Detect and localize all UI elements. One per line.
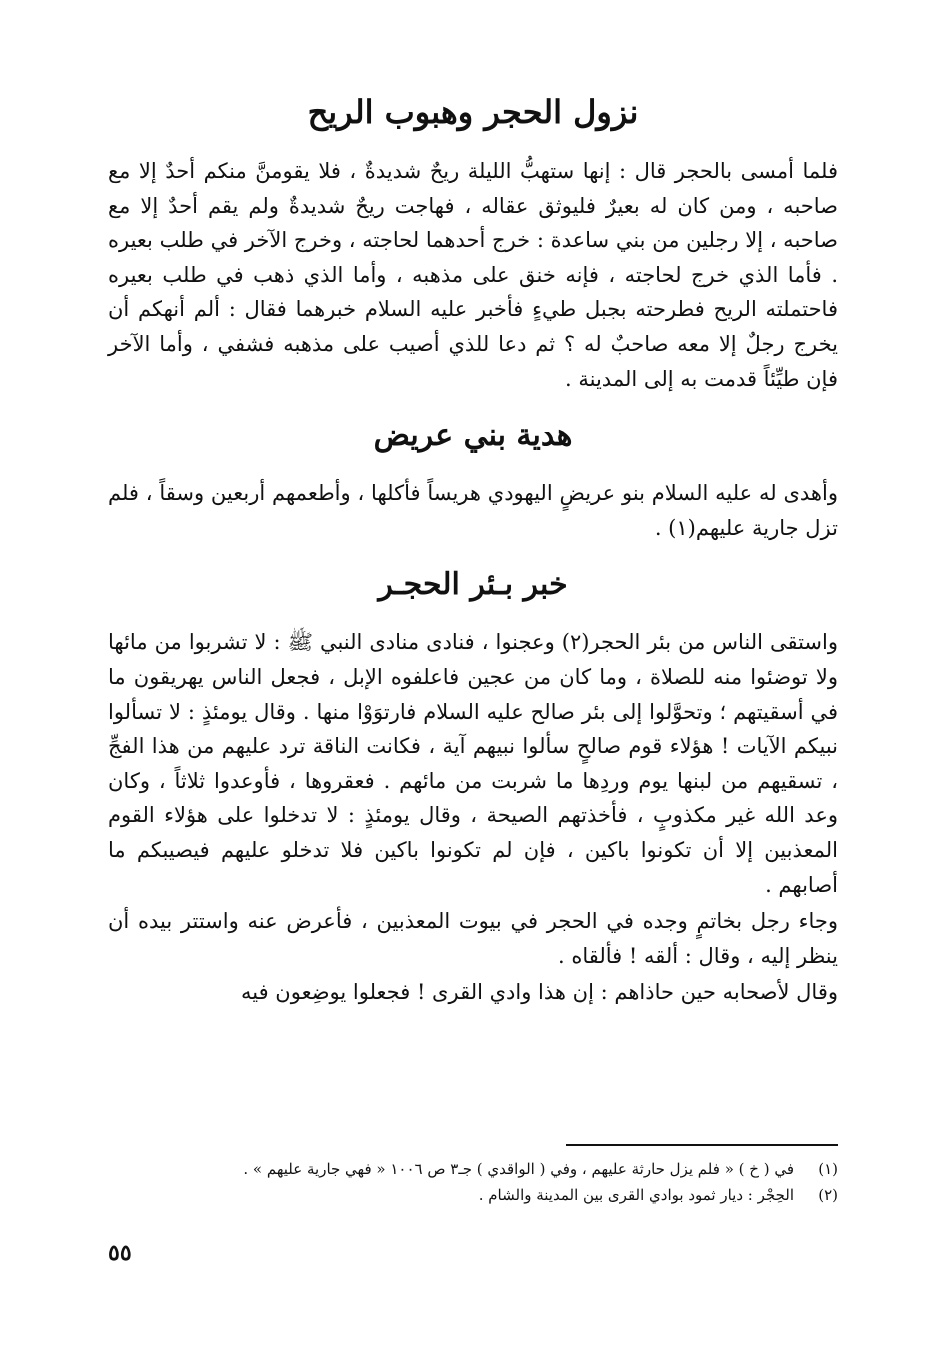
paragraph-well-1: واستقى الناس من بئر الحجر(٢) وعجنوا ، فنادى منادى النبي ﷺ : لا تشربوا من مائها ولا توضئوا منه للصلاة ، وما كان من عجين فاعلفوه الإبل ، فجعل الناس يهريقون ما في أسقيتهم ؛ وتحوَّلوا إلى بئر صالح عليه السلام فارتوَوْا منها . وقال يومئذٍ : لا تسألوا نبيكم الآيات ! هؤلاء قوم صالحٍ سألوا نبيهم آية ، فكانت الناقة ترد عليهم من هذا الفجِّ ، تسقيهم من لبنها يوم وردِها ما شربت من مائهم . فعقروها ، فأوعدوا ثلاثاً ، وكان وعد الله غير مكذوبٍ ، فأخذتهم الصيحة ، وقال يومئذٍ : لا تدخلوا على هؤلاء القوم المعذبين إلا أن تكونوا باكين ، فإن لم تكونوا باكين فلا تدخلو عليهم فيصيبكم ما أصابهم .: [108, 630, 839, 897]
page-number: ٥٥: [108, 1240, 132, 1266]
section-title-wind: نزول الحجر وهبوب الريح: [307, 93, 639, 131]
paragraph-well-2: وجاء رجل بخاتمٍ وجده في الحجر في بيوت المعذبين ، فأعرض عنه واستتر بيده أن ينظر إليه ، وقال : ألقه ! فألقاه .: [108, 909, 838, 968]
footnote-number: (٢): [818, 1186, 838, 1204]
paragraph-well-3: وقال لأصحابه حين حاذاهم : إن هذا وادي القرى ! فجعلوا يوضِعون فيه: [241, 980, 838, 1005]
section-title-gift: هدية بني عريض: [373, 418, 573, 454]
paragraph-wind: فلما أمسى بالحجر قال : إنها ستهبُّ الليلة ريحٌ شديدةٌ ، فلا يقومنَّ منكم أحدٌ إلا مع صاحبه ، ومن كان له بعيرٌ فليوثق عقاله ، فهاجت ريحٌ شديدةٌ ولم يقم أحدٌ إلا مع صاحبه ، إلا رجلين من بني ساعدة : خرج أحدهما لحاجته ، وخرج الآخر في طلب بعيره . فأما الذي خرج لحاجته ، فإنه خنق على مذهبه ، وأما الذي ذهب في طلب بعيره فاحتملته الريح فطرحته بجبل طيءٍ فأخبر عليه السلام خبرهما فقال : ألم أنهكم أن يخرج رجلٌ إلا معه صاحبٌ له ؟ ثم دعا للذي أصيب على مذهبه فشفي ، وأما الآخر فإن طيِّئاً قدمت به إلى المدينة .: [108, 159, 838, 391]
book-page: [108, 92, 838, 1355]
paragraph-gift: وأهدى له عليه السلام بنو عريضٍ اليهودي هريساً فأكلها ، وأطعمهم أربعين وسقاً ، فلم تزل جارية عليهم(١) .: [108, 481, 838, 540]
footnotes: [108, 1156, 838, 1208]
footnote-2: [108, 1182, 838, 1208]
section-title-well: خبر بـئر الحجـر: [378, 567, 568, 603]
footnote-divider: [566, 1144, 838, 1146]
footnote-1: [108, 1156, 838, 1182]
footnote-text: في ( خ ) « فلم يزل حارثة عليهم ، وفي ( الواقدي ) جـ٣ ص ١٠٠٦ « فهي جارية عليهم » .: [243, 1160, 794, 1178]
footnote-number: (١): [818, 1160, 838, 1178]
footnote-text: الحِجْر : ديار ثمود بوادي القرى بين المدينة والشام .: [478, 1186, 794, 1204]
